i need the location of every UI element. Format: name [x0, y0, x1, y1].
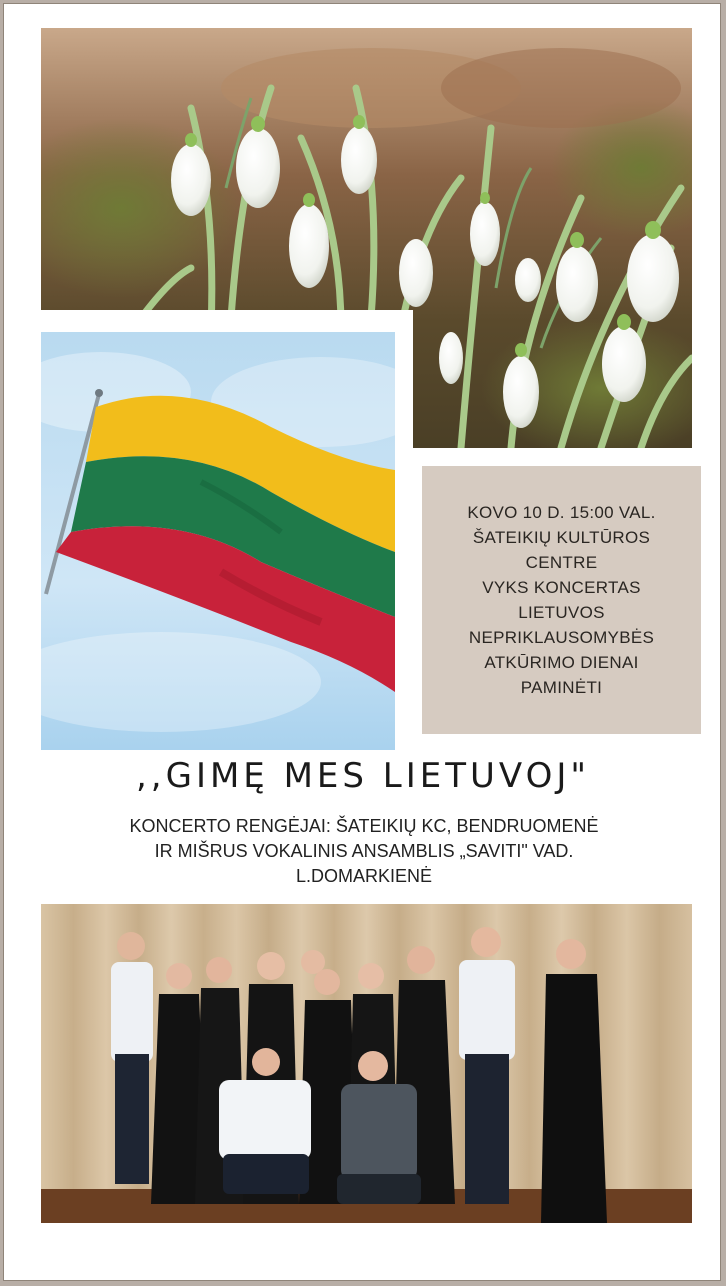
info-line: NEPRIKLAUSOMYBĖS: [468, 628, 655, 647]
poster: [3, 3, 721, 1281]
concert-title: ,,GIMĘ MES LIETUVOJ": [135, 756, 591, 796]
organizers-line: KONCERTO RENGĖJAI: ŠATEIKIŲ KC, BENDRUOMENĖ: [129, 816, 599, 836]
organizers-line: L.DOMARKIENĖ: [295, 866, 433, 886]
organizers-text: [64, 814, 664, 889]
lithuanian-flag-photo: [41, 332, 395, 750]
info-line: KOVO 10 D. 15:00 VAL.: [467, 503, 656, 522]
info-line: ATKŪRIMO DIENAI: [484, 653, 639, 672]
ensemble-group-photo: [41, 904, 692, 1223]
event-info-text: [467, 500, 655, 700]
info-line: VYKS KONCERTAS: [482, 578, 641, 597]
info-line: LIETUVOS: [518, 603, 605, 622]
info-line: ŠATEIKIŲ KULTŪROS: [472, 528, 651, 547]
info-line: CENTRE: [525, 553, 598, 572]
info-line: PAMINĖTI: [520, 678, 603, 697]
event-info-box: [422, 466, 701, 734]
photo-separator: [395, 310, 413, 750]
organizers-line: IR MIŠRUS VOKALINIS ANSAMBLIS „SAVITI" VAD.: [154, 841, 574, 861]
photo-separator: [41, 310, 413, 332]
